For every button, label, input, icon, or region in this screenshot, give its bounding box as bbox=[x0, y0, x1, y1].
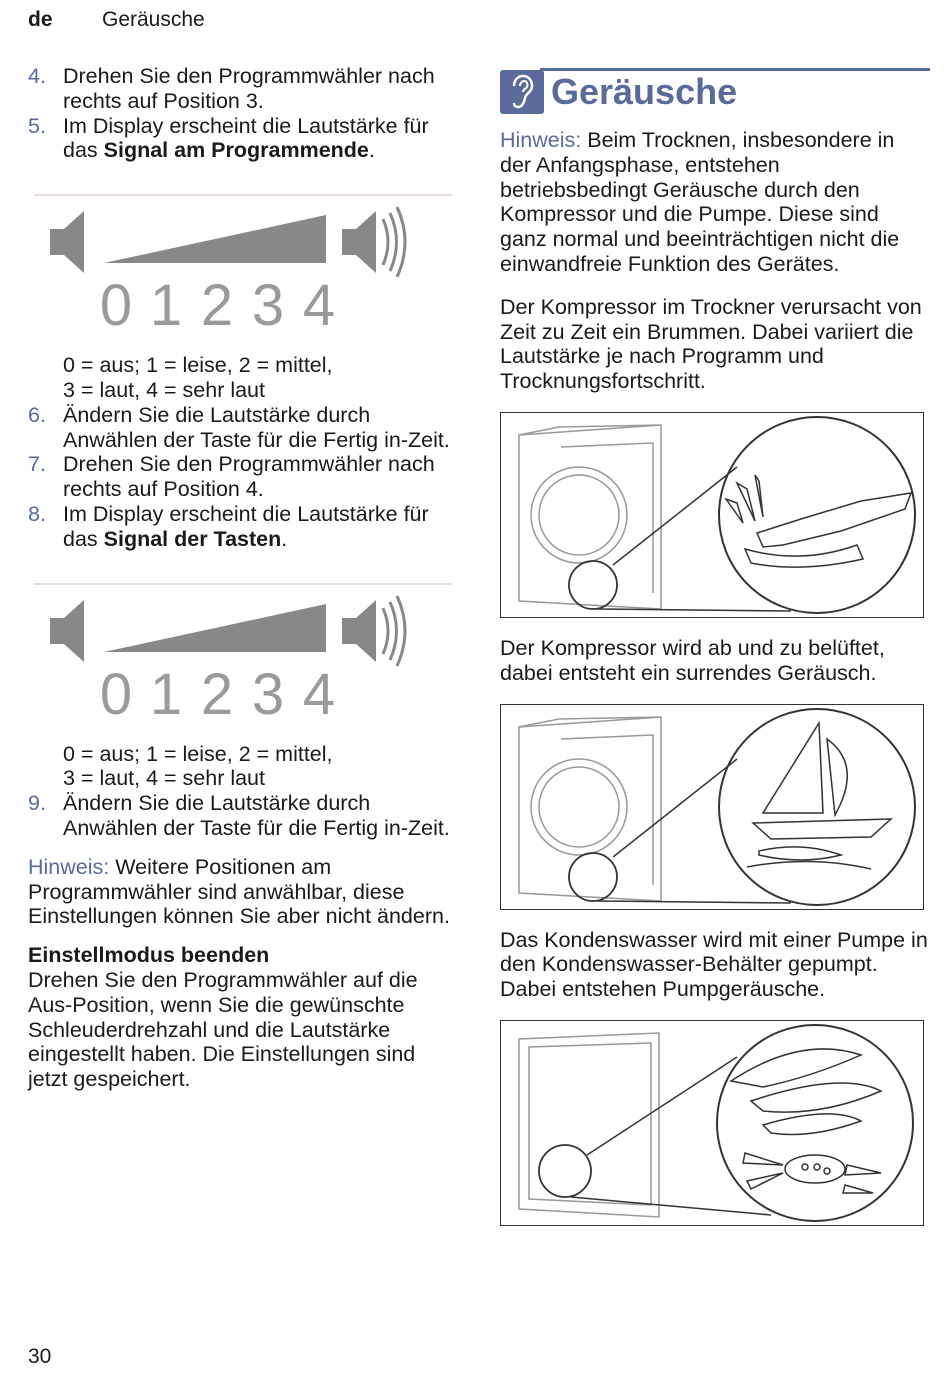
speaker-loud-icon bbox=[342, 207, 405, 277]
header-section-title: Geräusche bbox=[102, 8, 205, 31]
left-column bbox=[28, 64, 458, 1092]
step-4: 4. Drehen Sie den Programmwähler nach rechts auf Position 3. bbox=[28, 64, 435, 113]
scale-digit: 0 bbox=[99, 273, 133, 339]
scale-digit: 4 bbox=[302, 273, 336, 339]
scale-digit: 3 bbox=[251, 661, 285, 727]
hint-text: Beim Trocknen, insbesondere in der Anfangsphase, entstehen betriebsbedingt Geräusche durch den Kompressor und die Pumpe. Diese sind ganz normal und beeinträchtigen nicht die einwandfreie Funktion des Gerätes. bbox=[500, 128, 900, 276]
pump-figure bbox=[500, 1020, 924, 1226]
scale-digit: 3 bbox=[251, 273, 285, 339]
volume-scale-graphic bbox=[28, 552, 458, 742]
language-code: de bbox=[28, 8, 53, 31]
subheading: Einstellmodus beenden bbox=[28, 943, 270, 968]
paragraph: Das Kondenswasser wird mit einer Pumpe in den Kondenswasser-Behälter gepumpt. Dabei entstehen Pumpgeräusche. bbox=[500, 927, 928, 1002]
paragraph: Der Kompressor im Trockner verursacht von Zeit zu Zeit ein Brummen. Dabei variiert die Lautstärke je nach Programm und Trocknungsfortschritt. bbox=[500, 294, 922, 394]
legend-line: 3 = laut, 4 = sehr laut bbox=[63, 766, 265, 791]
right-column bbox=[500, 64, 930, 1226]
speaker-quiet-icon bbox=[50, 600, 84, 662]
speaker-loud-icon bbox=[342, 596, 405, 666]
step-6: 6. Ändern Sie die Lautstärke durch Anwählen der Taste für die Fertig in-Zeit. bbox=[28, 402, 450, 452]
volume-ramp bbox=[104, 604, 326, 652]
subheading-text: Drehen Sie den Programmwähler auf die Aus-Position, wenn Sie die gewünschte Schleuderdrehzahl und die Lautstärke eingestellt haben. Die Einstellungen sind jetzt gespeichert. bbox=[28, 967, 418, 1092]
scale-digit: 1 bbox=[149, 661, 183, 727]
hint-label: Hinweis: bbox=[28, 854, 110, 879]
scale-digit: 4 bbox=[302, 661, 336, 727]
legend-line: 0 = aus; 1 = leise, 2 = mittel, bbox=[63, 353, 333, 378]
scale-digit: 1 bbox=[149, 273, 183, 339]
step-5: 5. Im Display erscheint die Lautstärke für das Signal am Programmende. bbox=[28, 113, 429, 163]
scale-digit: 2 bbox=[200, 661, 234, 727]
legend-line: 3 = laut, 4 = sehr laut bbox=[63, 377, 265, 402]
scale-digit: 0 bbox=[99, 661, 133, 727]
volume-scale-graphic bbox=[28, 163, 458, 353]
paragraph: Der Kompressor wird ab und zu belüftet, dabei entsteht ein surrendes Geräusch. bbox=[500, 635, 885, 685]
hint-label: Hinweis: bbox=[500, 128, 582, 152]
ear-icon bbox=[500, 70, 544, 114]
page-number: 30 bbox=[28, 1345, 52, 1368]
volume-ramp bbox=[104, 215, 326, 263]
page-header bbox=[28, 8, 205, 33]
compressor-hum-figure bbox=[500, 412, 924, 618]
section-heading bbox=[500, 64, 930, 128]
section-title: Geräusche bbox=[551, 71, 738, 112]
scale-digit: 2 bbox=[200, 273, 234, 339]
hint-note bbox=[500, 128, 930, 277]
legend-line: 0 = aus; 1 = leise, 2 = mittel, bbox=[63, 741, 333, 766]
step-9: 9. Ändern Sie die Lautstärke durch Anwählen der Taste für die Fertig in-Zeit. bbox=[28, 791, 450, 840]
hint-text: Weitere Positionen am Programmwähler sind anwählbar, diese Einstellungen können Sie aber nicht ändern. bbox=[28, 854, 450, 929]
step-8: 8. Im Display erscheint die Lautstärke für das Signal der Tasten. bbox=[28, 501, 429, 551]
speaker-quiet-icon bbox=[50, 211, 84, 273]
compressor-ventilation-figure bbox=[500, 704, 924, 910]
step-7: 7. Drehen Sie den Programmwähler nach rechts auf Position 4. bbox=[28, 452, 435, 502]
hint-note bbox=[28, 855, 458, 929]
